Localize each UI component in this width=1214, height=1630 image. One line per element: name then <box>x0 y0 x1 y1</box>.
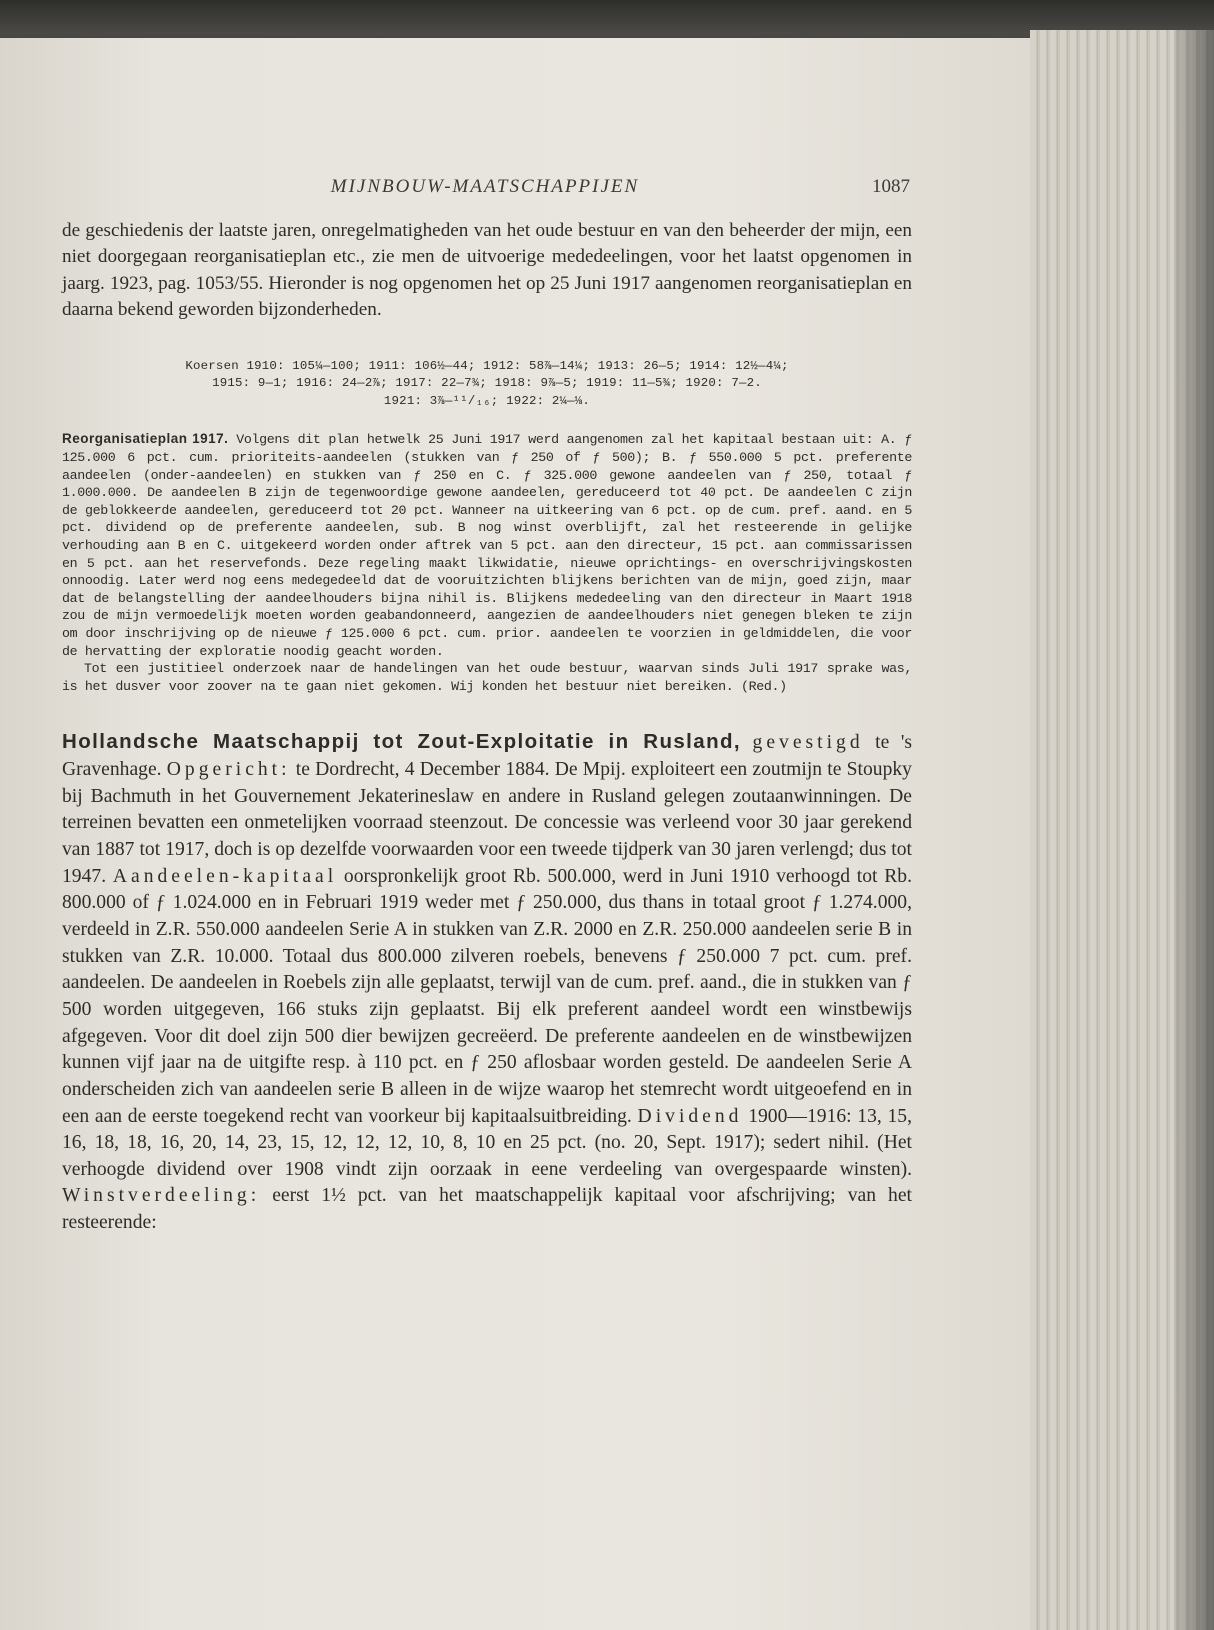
company-paragraph <box>62 729 912 1236</box>
quotes-line: Koersen 1910: 105¼—100; 1911: 106½—44; 1912: 58⅞—14¼; 1913: 26—5; 1914: 12½—4¼; <box>185 358 789 373</box>
company-text-a: te Dordrecht, 4 December 1884. De Mpij. exploiteert een zoutmijn te Stoupky bij Bachmuth in het Gouvernement Jekaterineslaw en andere in Rusland gelegen zoutaanwinningen. De terreinen bevatten een onmetelijken voorraad steenzout. De concessie was verleend voor 30 jaar gerekend van 1887 tot 1917, doch is op dezelfde voorwaarden voor een tweede tijdperk van 30 jaren verlengd; dus tot 1947. <box>62 758 912 887</box>
founded-label: Opgericht: <box>166 758 291 780</box>
book-page <box>0 38 1030 1630</box>
reorganisation-text: Volgens dit plan hetwelk 25 Juni 1917 werd aangenomen zal het kapitaal bestaan uit: A. ƒ 125.000 6 pct. cum. prioriteits-aandeelen (stukken van ƒ 250 of ƒ 500); B. ƒ 550.000 5 pct. preferente aandeelen (onder-aandeelen) en stukken van ƒ 250 en C. ƒ 325.000 gewone aandeelen van ƒ 250, totaal ƒ 1.000.000. De aandeelen B zijn de tegenwoordige gewone aandeelen, gereduceerd tot 40 pct. De aandeelen C zijn de geblokkeerde aandeelen, gereduceerd tot 20 pct. Wanneer na uitkeering van 6 pct. op de cum. pref. aand. en 5 pct. dividend op de preferente aandeelen, sub. B nog winst overblijft, zal het resteerende in gelijke verhouding aan B en C. uitgekeerd worden onder aftrek van 5 pct. aan den directeur, 15 pct. aan commissarissen en 5 pct. aan het reservefonds. Deze regeling maakt likwidatie, nieuwe oprichtings- en overschrijvingskosten onnoodig. Later werd nog eens medegedeeld dat de vooruitzichten blijkens berichten van de mijn, goed zijn, maar dat de belangstelling der aandeelhouders bijna nihil is. Blijkens mededeeling van den directeur in Maart 1918 zou de mijn vermoedelijk moeten worden geabandonneerd, aangezien de aandeelhouders niet genegen bleken te zijn om door inschrijving op de nieuwe ƒ 125.000 6 pct. cum. prior. aandeelen te voorzien in geldmiddelen, die voor de hervatting der exploratie noodig geacht worden. <box>62 432 912 659</box>
reorganisation-heading: Reorganisatieplan 1917. <box>62 431 229 447</box>
established-label: gevestigd <box>752 732 864 754</box>
company-text-d: eerst 1½ pct. van het maatschappelijk kapitaal voor afschrijving; van het resteerende: <box>62 1185 912 1234</box>
company-text-c: 1900—1916: 13, 15, 16, 18, 18, 16, 20, 14, 23, 15, 12, 12, 12, 10, 8, 10 en 25 pct. (no. 20, Sept. 1917); sedert nihil. (Het verhoogde dividend over 1908 vindt zijn oorzaak in eene verdeeling van overgespaarde winsten). <box>62 1105 912 1180</box>
quotes-line: 1921: 3⅞—¹¹/₁₆; 1922: 2¼—⅛. <box>383 393 591 408</box>
book-page-edges <box>1030 30 1214 1630</box>
price-quotes <box>62 358 912 411</box>
page-number: 1087 <box>872 176 910 197</box>
established-value: te 's Gravenhage. <box>62 732 912 780</box>
intro-paragraph: de geschiedenis der laatste jaren, onregelmatigheden van het oude bestuur en van den beheerder der mijn, een niet doorgegaan reorganisatieplan etc., zie men de uitvoerige mededeelingen, voor het laatst opgenomen in jaarg. 1923, pag. 1053/55. Hieronder is nog opgenomen het op 25 Juni 1917 aangenomen reorganisatieplan en daarna bekend geworden bijzonderheden. <box>62 220 912 321</box>
page-header <box>60 176 910 202</box>
company-text-b: oorspronkelijk groot Rb. 500.000, werd in Juni 1910 verhoogd tot Rb. 800.000 of ƒ 1.024.000 en in Februari 1919 weder met ƒ 250.000, dus thans in totaal groot ƒ 1.274.000, verdeeld in Z.R. 550.000 aandeelen Serie A in stukken van Z.R. 2000 en Z.R. 250.000 aandeelen serie B in stukken van Z.R. 10.000. Totaal dus 800.000 zilveren roebels, benevens ƒ 250.000 7 pct. cum. pref. aandeelen. De aandeelen in Roebels zijn alle geplaatst, terwijl van de cum. pref. aand., die in stukken van ƒ 500 worden uitgegeven, 166 stuks zijn geplaatst. Bij elk preferent aandeel wordt een winstbewijs afgegeven. Voor dit doel zijn 500 dier bewijzen gecreëerd. De preferente aandeelen en de winstbewijzen kunnen vijf jaar na de uitgifte resp. à 110 pct. en ƒ 250 aflosbaar worden gesteld. De aandeelen Serie A onderscheiden zich van aandeelen serie B alleen in de wijze waarop het stemrecht wordt uitgeoefend en in een aan de eerste toegekend recht van voorkeur bij kapitaalsuitbreiding. <box>62 865 912 1127</box>
company-entry <box>62 729 912 1236</box>
quotes-line: 1915: 9—1; 1916: 24—2⅞; 1917: 22—7¾; 1918: 9⅞—5; 1919: 11—5¾; 1920: 7—2. <box>212 376 762 391</box>
running-head: MIJNBOUW-MAATSCHAPPIJEN <box>330 176 640 197</box>
capital-label: Aandeelen-kapitaal <box>112 865 338 887</box>
reorganisation-paragraph <box>62 430 912 660</box>
company-name: Hollandsche Maatschappij tot Zout-Exploitatie in Rusland, <box>62 730 742 754</box>
profit-label: Winstverdeeling: <box>62 1185 261 1207</box>
dividend-label: Dividend <box>637 1105 743 1127</box>
investigation-paragraph: Tot een justitieel onderzoek naar de handelingen van het oude bestuur, waarvan sinds Juli 1917 sprake was, is het dusver voor zoover na te gaan niet gekomen. Wij konden het bestuur niet bereiken. (Red.) <box>62 661 912 694</box>
page-content <box>62 218 912 1237</box>
